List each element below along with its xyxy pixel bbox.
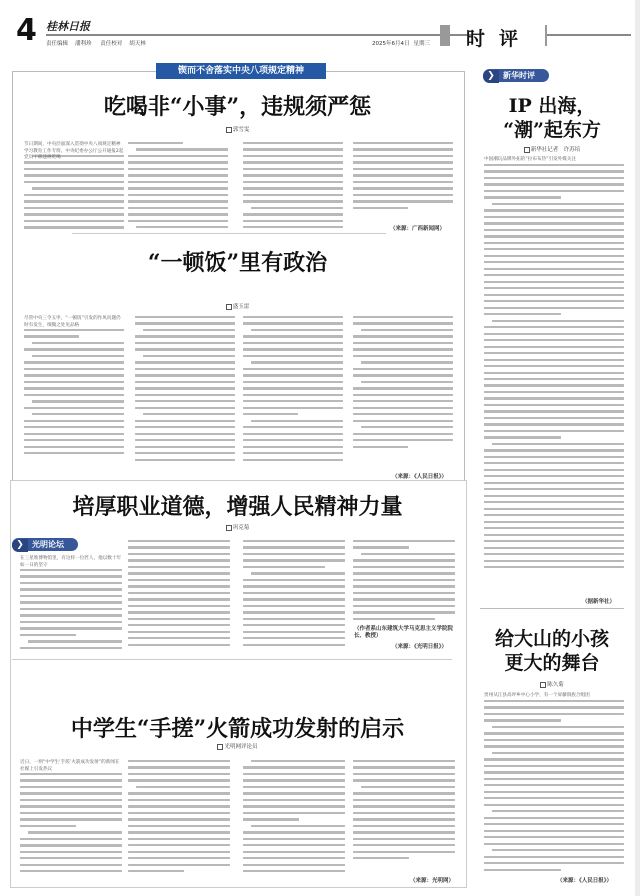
byline-box-icon bbox=[217, 744, 223, 750]
article2-source: （来源：《人民日报》） bbox=[392, 474, 448, 480]
byline-box-icon bbox=[226, 304, 232, 310]
article6-author: 陈久菊 bbox=[547, 682, 564, 688]
article3-byline bbox=[10, 523, 465, 531]
section-title: 时评 bbox=[466, 28, 533, 50]
masthead-rule-right bbox=[546, 34, 631, 36]
column-tag-label: 新华时评 bbox=[503, 71, 535, 80]
issue-date bbox=[368, 39, 430, 47]
weekday: 星期三 bbox=[413, 41, 431, 47]
article3-author: 巩克菊 bbox=[232, 525, 250, 531]
article4-col3 bbox=[243, 760, 345, 878]
article4-lead: 近日，一则“中学生‘手搓’火箭成功发射”的新闻在社媒上引发热议 bbox=[20, 760, 120, 772]
section-marker bbox=[440, 25, 450, 46]
proof-label: 责任校对 bbox=[100, 41, 123, 47]
article5-byline bbox=[474, 145, 630, 153]
section-bar bbox=[545, 25, 547, 46]
article2-lead: 尽管中央三令五申，“一顿饭”引发的作风问题仍时有发生，细微之处见品格 bbox=[24, 316, 121, 328]
article3-headline: 培厚职业道德，增强人民精神力量 bbox=[72, 494, 403, 520]
article2-author: 盛玉雷 bbox=[232, 304, 250, 310]
article-divider bbox=[12, 659, 452, 660]
article4-headline: 中学生“手搓”火箭成功发射的启示 bbox=[70, 716, 405, 742]
article5-headline-line1: IP 出海， bbox=[508, 95, 596, 117]
article6-body bbox=[484, 693, 624, 871]
article3-col4 bbox=[353, 540, 455, 622]
article1-headline: 吃喝非“小事”，违规须严惩 bbox=[103, 94, 372, 120]
article3-col1 bbox=[20, 556, 122, 654]
article2-col3 bbox=[243, 316, 343, 470]
article5-source: （据新华社） bbox=[582, 599, 616, 605]
article3-col2 bbox=[128, 540, 230, 654]
editor-label: 责任编辑 bbox=[46, 41, 69, 47]
article3-source: （来源：《光明日报》） bbox=[392, 644, 448, 650]
xinhua-commentary-tag bbox=[483, 69, 549, 82]
editor-credits bbox=[46, 39, 153, 47]
article5-headline-line2: “潮”起东方 bbox=[503, 119, 601, 141]
article4-col2 bbox=[128, 760, 230, 878]
guangming-forum-tag bbox=[12, 538, 78, 551]
article-divider bbox=[480, 608, 624, 609]
proof-name: 胡天林 bbox=[129, 41, 146, 47]
paper-name: 桂林日报 bbox=[46, 20, 90, 33]
article6-lead: 贵州从江县高坪乡中心小学，有一个屏藤侗族合唱团 bbox=[484, 693, 590, 698]
article5-author: 新华社记者 许苏培 bbox=[530, 147, 581, 153]
masthead-rule bbox=[46, 34, 472, 36]
article5-body bbox=[484, 157, 624, 577]
article3-lead: 在三星堆博物馆里，有这样一位匠人，他以数十年如一日的坚守 bbox=[20, 556, 122, 568]
column-tag-label: 光明论坛 bbox=[32, 540, 64, 549]
editor-name: 潘利珍 bbox=[75, 41, 92, 47]
article1-col1 bbox=[24, 142, 124, 238]
article4-byline bbox=[10, 742, 465, 750]
article1-byline bbox=[12, 125, 463, 133]
article3-author-note: （作者系山东建筑大学马克思主义学院院长、教授） bbox=[354, 626, 454, 639]
article4-source: （来源：光明网） bbox=[410, 878, 455, 884]
article1-author: 郭雪雯 bbox=[232, 127, 250, 133]
article-divider bbox=[72, 233, 386, 234]
byline-box-icon bbox=[524, 147, 530, 153]
page-number: 4 bbox=[16, 13, 37, 48]
article6-source: （来源：《人民日报》） bbox=[557, 878, 613, 884]
article5-lead: 中国潮玩品牌外拓的“拉布布热”引发外媒关注 bbox=[484, 157, 577, 162]
article1-col3 bbox=[243, 142, 343, 238]
chevron-right-icon: ❯ bbox=[483, 70, 499, 83]
article2-col4 bbox=[353, 316, 453, 466]
article1-col2 bbox=[128, 142, 228, 238]
chevron-right-icon: ❯ bbox=[12, 539, 28, 552]
article2-col1 bbox=[24, 316, 124, 470]
article6-headline-line1: 给大山的小孩 bbox=[494, 628, 609, 650]
article2-headline: “一顿饭”里有政治 bbox=[147, 250, 328, 276]
byline-box-icon bbox=[540, 682, 546, 688]
date: 2025年6月4日 bbox=[372, 41, 410, 47]
article1-source: （来源：广西新闻网） bbox=[390, 226, 446, 232]
article4-author: 光明网评论员 bbox=[224, 744, 258, 750]
article4-col1 bbox=[20, 760, 122, 878]
article4-col4 bbox=[353, 760, 455, 868]
byline-box-icon bbox=[226, 127, 232, 133]
article1-col4 bbox=[353, 142, 453, 222]
topic-banner: 锲而不舍落实中央八项规定精神 bbox=[156, 63, 326, 79]
article3-col3 bbox=[243, 540, 345, 654]
article6-headline-line2: 更大的舞台 bbox=[504, 652, 600, 674]
article2-byline bbox=[12, 302, 463, 310]
byline-box-icon bbox=[226, 525, 232, 531]
article6-byline bbox=[474, 680, 630, 688]
page-edge bbox=[635, 0, 640, 896]
article1-lead: 节日期间，中央层面深入贯彻中央八项规定精神学习教育工作专班、中央纪委办公厅公开通报2起党员干部违规吃喝 bbox=[24, 142, 124, 160]
article2-col2 bbox=[135, 316, 235, 470]
